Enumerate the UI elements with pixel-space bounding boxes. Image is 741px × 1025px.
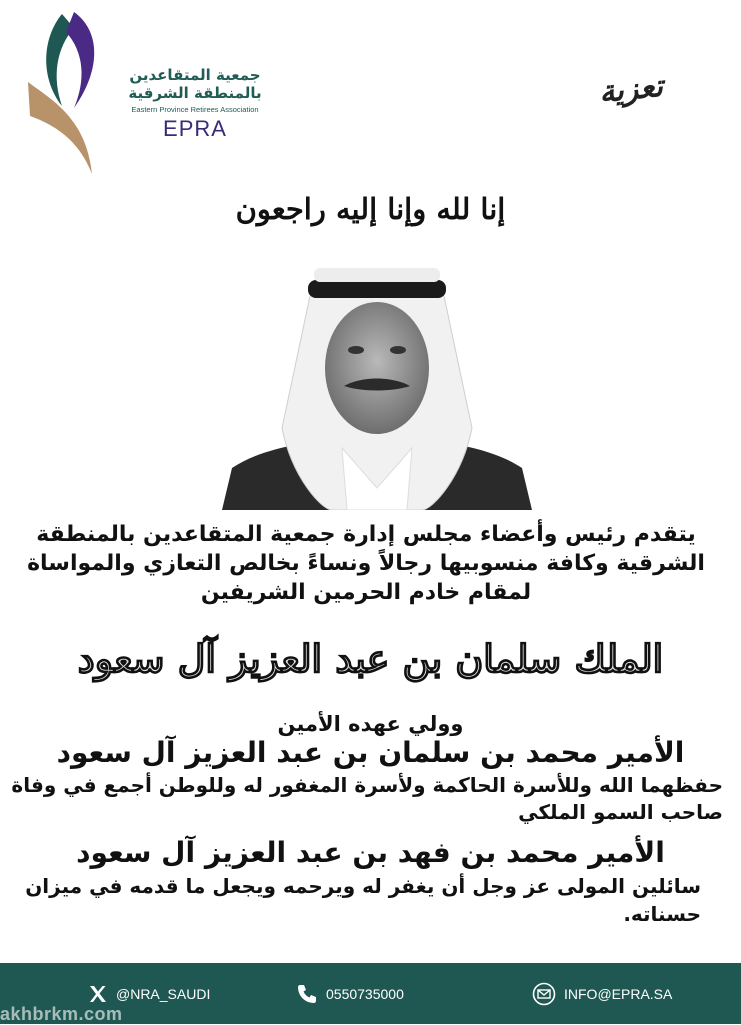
epra-logo — [22, 8, 262, 178]
phone-number: 0550735000 — [326, 986, 404, 1002]
logo-mark-icon — [22, 8, 112, 178]
logo-arabic-line2: بالمنطقة الشرقية — [128, 84, 262, 102]
email-contact[interactable] — [532, 981, 672, 1007]
condolence-title: تعزية — [597, 68, 665, 111]
portrait-photo — [222, 258, 532, 510]
condolence-paragraph-1: يتقدم رئيس وأعضاء مجلس إدارة جمعية المتقاعدين بالمنطقة الشرقية وكافة منسوبيها رجالاً ونساءً بخالص التعازي والمواساة لمقام خادم الحرمين الشريفين — [27, 522, 705, 605]
king-name-calligraphy: الملك سلمان بن عبد العزيز آل سعود — [77, 636, 664, 681]
twitter-handle: @NRA_SAUDI — [116, 986, 211, 1002]
email-icon — [532, 982, 556, 1006]
crown-prince-line: وولي عهده الأمين — [277, 712, 464, 736]
phone-contact[interactable] — [296, 981, 404, 1007]
deceased-prince-name: الأمير محمد بن فهد بن عبد العزيز آل سعود — [76, 836, 665, 869]
condolence-paragraph-2: حفظهما الله وللأسرة الحاكمة ولأسرة المغفور له وللوطن أجمع في وفاة صاحب السمو الملكي — [11, 773, 723, 824]
condolence-paragraph-3: سائلين المولى عز وجل أن يغفر له ويرحمه ويجعل ما قدمه في ميزان حسناته. — [25, 874, 701, 926]
email-address: INFO@EPRA.SA — [564, 986, 673, 1002]
site-watermark: akhbrkm.com — [0, 1004, 123, 1024]
x-twitter-icon — [88, 984, 108, 1004]
logo-abbreviation: EPRA — [163, 116, 227, 141]
logo-english-name: Eastern Province Retirees Association — [131, 105, 259, 114]
logo-arabic-line1: جمعية المتقاعدين — [129, 66, 261, 84]
crown-prince-name: الأمير محمد بن سلمان بن عبد العزيز آل سعود — [56, 736, 685, 769]
quran-verse: إنا لله وإنا إليه راجعون — [235, 192, 506, 226]
portrait-icon — [222, 258, 532, 510]
phone-icon — [296, 983, 318, 1005]
